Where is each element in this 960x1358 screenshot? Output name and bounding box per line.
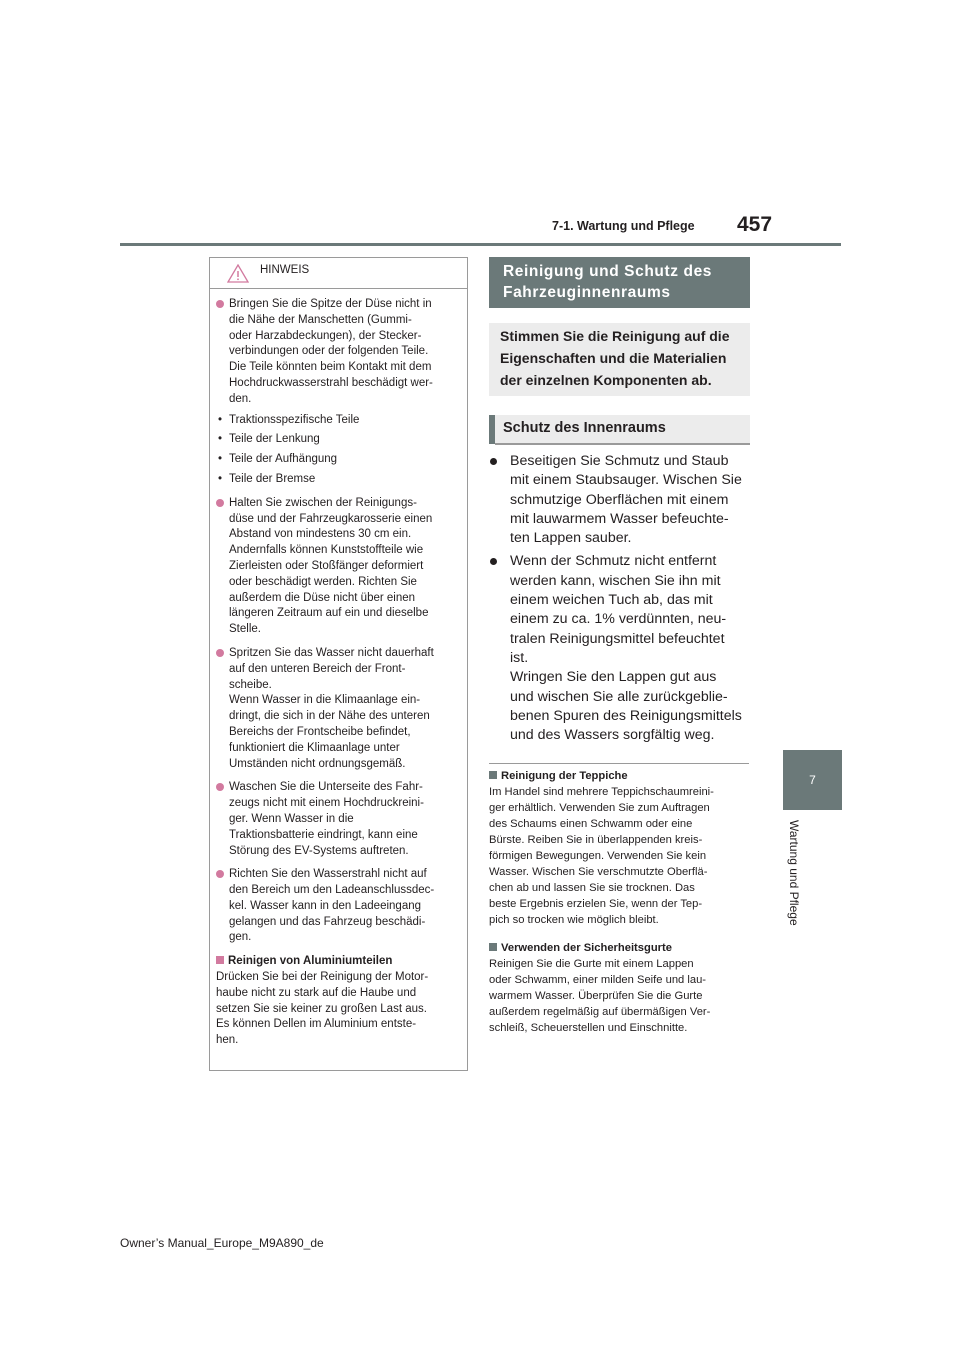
notice-item-text: Bringen Sie die Spitze der Düse nicht in die Nähe der Manschetten (Gummi- oder Harzabdeckungen), der Stecker- verbindungen oder der folgenden Teile. Die Teile könnten beim Kontakt mit dem Hochdruckwasserstrahl beschädigt wer- den. <box>229 298 433 405</box>
square-bullet-icon <box>489 943 497 951</box>
notice-header <box>210 258 467 289</box>
footer-manual-id: Owner’s Manual_Europe_M9A890_de <box>120 1236 324 1250</box>
notice-item <box>216 496 459 638</box>
bullet-dot-icon <box>216 499 224 507</box>
page-number: 457 <box>737 213 773 236</box>
section-title: Reinigung und Schutz des Fahrzeuginnenraums <box>489 257 750 308</box>
notice-sublist <box>216 413 459 488</box>
subsection-underline <box>495 443 750 445</box>
square-bullet-icon <box>489 771 497 779</box>
section-intro: Stimmen Sie die Reinigung auf die Eigenschaften und die Materialien der einzelnen Komponenten ab. <box>489 323 750 396</box>
square-bullet-icon <box>216 956 224 964</box>
carpets-heading <box>489 768 754 784</box>
header-rule <box>120 243 841 246</box>
warning-triangle-icon <box>227 264 249 288</box>
bullet-dot-icon <box>216 783 224 791</box>
notice-box <box>209 257 468 1071</box>
notice-subitem-text: Teile der Aufhängung <box>229 453 338 466</box>
belts-text: Reinigen Sie die Gurte mit einem Lappen oder Schwamm, einer milden Seife und lau- warmem Wasser. Überprüfen Sie die Gurte außerdem regelmäßig auf übermäßigen Ver- schleiß, Scheuerstellen und Einschnitte. <box>489 958 711 1034</box>
notice-item-text: Halten Sie zwischen der Reinigungs- düse und der Fahrzeugkarosserie einen Abstand von mindestens 30 cm ein. Andernfalls können Kunststoffteile wie Zierleisten oder Stoßfänger deformiert oder beschädigt werden. Richten Sie außerdem die Düse nicht über einen längeren Zeitraum auf ein und dieselbe Stelle. <box>229 496 433 636</box>
notice-subitem-text: Traktionsspezifische Teile <box>229 413 360 426</box>
notice-subitem <box>216 413 459 429</box>
bullet-dot-icon <box>216 870 224 878</box>
notice-subheading <box>216 954 459 970</box>
small-bullet-icon: • <box>218 472 223 485</box>
carpets-section <box>489 768 754 928</box>
notice-title: HINWEIS <box>260 264 310 276</box>
notice-item <box>216 646 459 772</box>
carpets-text: Im Handel sind mehrere Teppichschaumreini- ger erhältlich. Verwenden Sie zum Auftragen des Schaums einen Schwamm oder eine Bürste. Reiben Sie in überlappenden kreis- förmigen Bewegungen. Verwenden Sie kein Wasser. Wischen Sie verschmutzte Oberflä- chen ab und lassen Sie sie trocknen. Das beste Ergebnis erzielen Sie, wenn der Tep- pich so trocken wie möglich bleibt. <box>489 786 714 926</box>
bullet-dot-icon <box>490 458 497 465</box>
notice-item-text: Spritzen Sie das Wasser nicht dauerhaft auf den unteren Bereich der Front- scheibe. Wenn Wasser in die Klimaanlage ein- dringt, die sich in der Nähe des unteren Bereichs der Frontscheibe befindet, funktioniert die Klimaanlage unter Umständen nicht ordnungsgemäß. <box>229 646 434 770</box>
list-item-text: Beseitigen Sie Schmutz und Staub mit einem Staubsauger. Wischen Sie schmutzige Oberflächen mit einem mit lauwarmem Wasser befeuchte- ten Lappen sauber. <box>510 453 742 547</box>
belts-section <box>489 940 754 1036</box>
belts-heading-text: Verwenden der Sicherheitsgurte <box>501 942 672 954</box>
small-bullet-icon: • <box>218 453 223 466</box>
notice-subitem <box>216 432 459 448</box>
notice-item-text: Richten Sie den Wasserstrahl nicht auf den Bereich um den Ladeanschlussdec- kel. Wasser kann in den Ladeeingang gelangen und das Fahrzeug beschädi- gen. <box>229 868 435 944</box>
small-bullet-icon: • <box>218 433 223 446</box>
small-bullet-icon: • <box>218 413 223 426</box>
list-item <box>489 552 754 745</box>
bullet-dot-icon <box>216 300 224 308</box>
chapter-tab: 7 <box>783 750 842 810</box>
chapter-title-label: Wartung und Pflege <box>787 820 801 926</box>
notice-subitem-text: Teile der Lenkung <box>229 433 320 446</box>
notice-subitem-text: Teile der Bremse <box>229 472 316 485</box>
notice-subheading-text: Reinigen von Aluminiumteilen <box>228 955 393 968</box>
running-header-section: 7-1. Wartung und Pflege <box>552 219 695 233</box>
list-item-text: Wenn der Schmutz nicht entfernt werden kann, wischen Sie ihn mit einem weichen Tuch ab, das mit einem zu ca. 1% verdünnten, neu- tralen Reinigungsmittel befeuchtet ist. Wringen Sie den Lappen gut aus und wischen Sie alle zurückgeblie- benen Spuren des Reinigungsmittels und des Wassers sorgfältig weg. <box>510 553 742 744</box>
notice-item <box>216 297 459 408</box>
belts-heading <box>489 940 754 956</box>
chapter-title-vertical <box>787 820 801 950</box>
bullet-dot-icon <box>490 558 497 565</box>
main-bullet-list <box>489 452 754 749</box>
notice-paragraph: Drücken Sie bei der Reinigung der Motor- haube nicht zu stark auf die Haube und setzen Sie sie keiner zu großen Last aus. Es können Dellen im Aluminium entste- hen. <box>216 971 429 1047</box>
carpets-heading-text: Reinigung der Teppiche <box>501 770 628 782</box>
notice-item-text: Waschen Sie die Unterseite des Fahr- zeugs nicht mit einem Hochdruckreini- ger. Wenn Wasser in die Traktionsbatterie eindringt, kann eine Störung des EV-Systems auftreten. <box>229 781 424 857</box>
notice-subitem <box>216 452 459 468</box>
notice-subitem <box>216 472 459 488</box>
divider <box>489 763 749 764</box>
subsection-title: Schutz des Innenraums <box>489 415 750 444</box>
bullet-dot-icon <box>216 649 224 657</box>
notice-item <box>216 780 459 859</box>
notice-body <box>210 289 467 1049</box>
list-item <box>489 452 754 548</box>
notice-item <box>216 867 459 946</box>
